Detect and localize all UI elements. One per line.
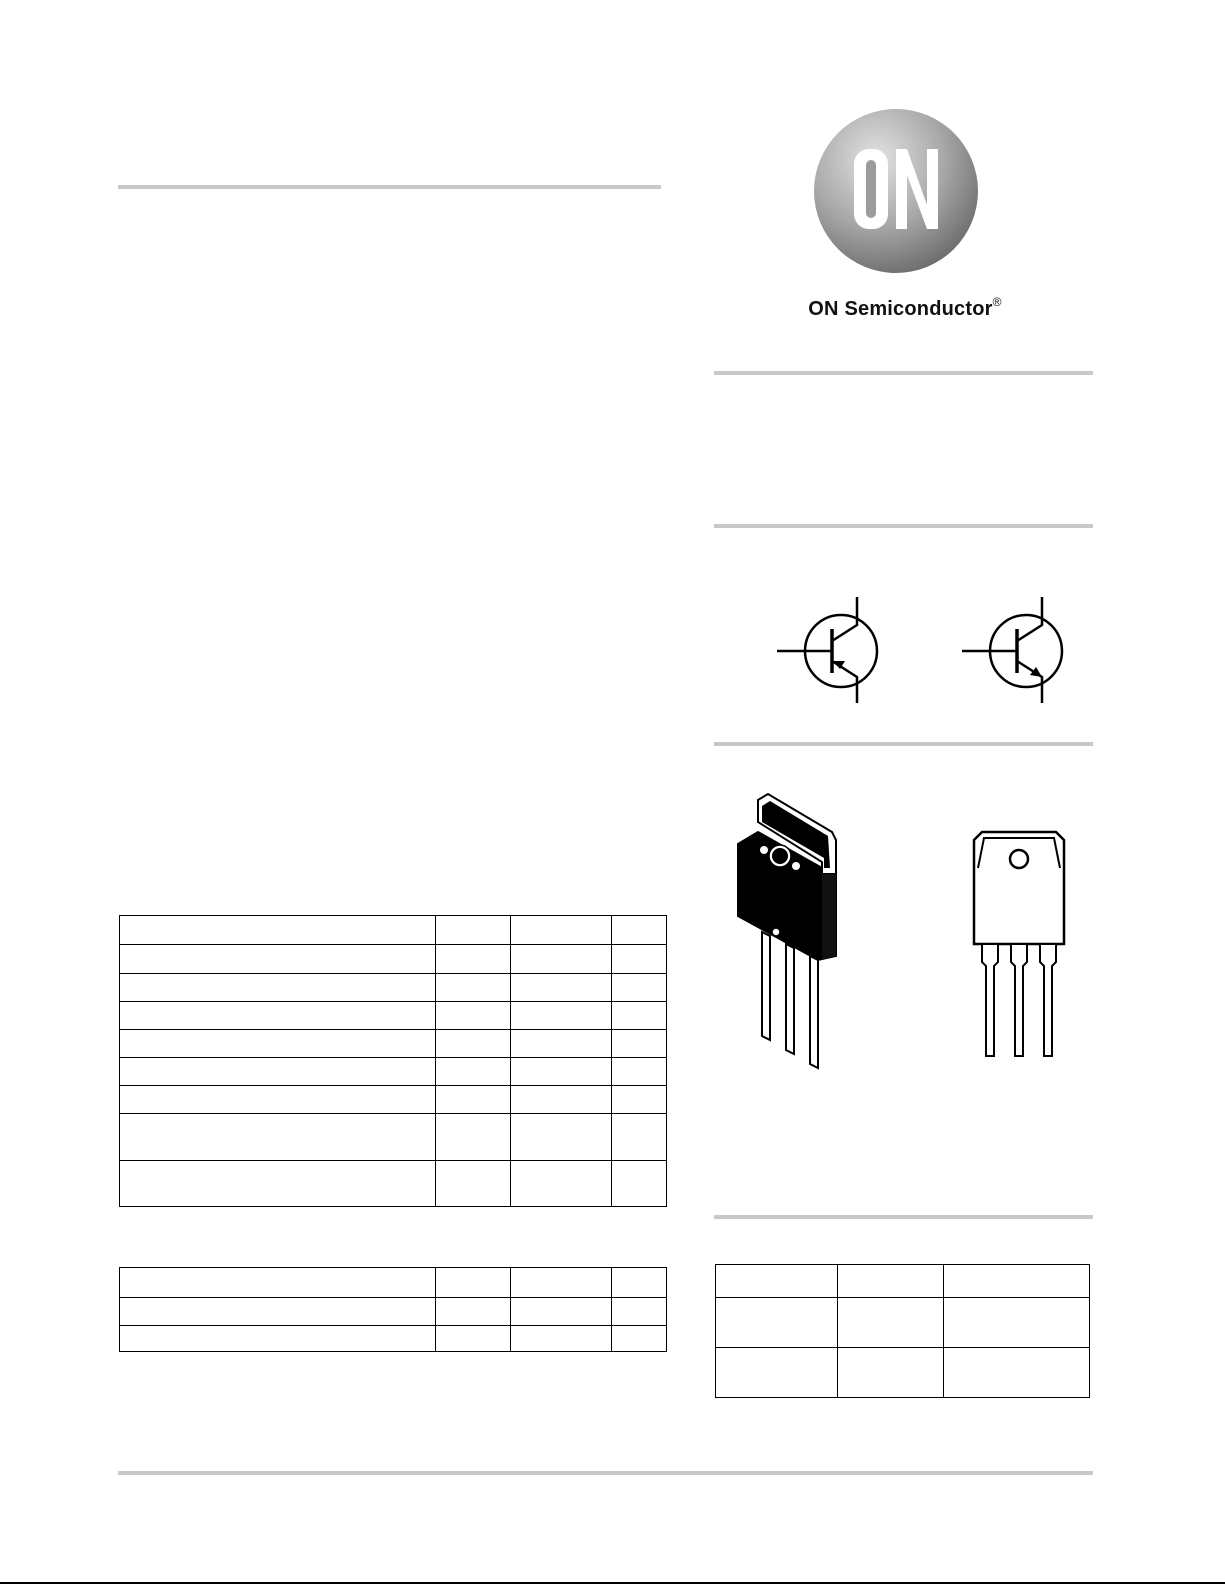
table-cell <box>612 1058 667 1086</box>
thermal-characteristics-table <box>119 1267 667 1352</box>
table-row <box>120 1298 667 1326</box>
table-cell <box>511 1002 612 1030</box>
table-cell <box>612 1030 667 1058</box>
table-row <box>120 1268 667 1298</box>
right-rule-3 <box>714 742 1093 746</box>
table-cell <box>436 1268 511 1298</box>
table-cell <box>436 1086 511 1114</box>
table-cell <box>120 1268 436 1298</box>
table-row <box>120 1002 667 1030</box>
ordering-information-table <box>715 1264 1090 1398</box>
table-row <box>120 1161 667 1207</box>
table-cell <box>120 1002 436 1030</box>
npn-transistor-symbol-right-icon <box>960 595 1070 705</box>
table-cell <box>944 1348 1090 1398</box>
table-cell <box>612 1002 667 1030</box>
maximum-ratings-table <box>119 915 667 1207</box>
right-rule-1 <box>714 371 1093 375</box>
table-cell <box>120 1326 436 1352</box>
on-semiconductor-logo-icon <box>770 105 1040 290</box>
table-row <box>120 1326 667 1352</box>
table-cell <box>511 1161 612 1207</box>
table-cell <box>511 1298 612 1326</box>
table-cell <box>716 1348 838 1398</box>
table-cell <box>837 1298 944 1348</box>
table-cell <box>511 1058 612 1086</box>
table-row <box>120 916 667 945</box>
table-cell <box>120 1058 436 1086</box>
table-cell <box>716 1265 838 1298</box>
table-cell <box>436 916 511 945</box>
table-cell <box>612 1326 667 1352</box>
table-cell <box>511 1086 612 1114</box>
table-cell <box>120 974 436 1002</box>
table-row <box>120 1058 667 1086</box>
table-cell <box>436 945 511 974</box>
table-cell <box>612 1086 667 1114</box>
table-cell <box>120 916 436 945</box>
table-cell <box>612 1161 667 1207</box>
registered-mark: ® <box>992 295 1002 309</box>
right-rule-2 <box>714 524 1093 528</box>
to-3p-package-3d-icon <box>730 792 850 1077</box>
footer-rule <box>118 1471 1093 1475</box>
table-cell <box>511 1114 612 1161</box>
table-row <box>120 1030 667 1058</box>
table-cell <box>436 1161 511 1207</box>
npn-transistor-symbol-left-icon <box>775 595 885 705</box>
table-cell <box>944 1298 1090 1348</box>
table-cell <box>716 1298 838 1348</box>
logo-block <box>770 105 1040 325</box>
table-cell <box>120 945 436 974</box>
table-cell <box>511 974 612 1002</box>
table-cell <box>436 1326 511 1352</box>
table-cell <box>511 916 612 945</box>
right-rule-4 <box>714 1215 1093 1219</box>
table-cell <box>436 1058 511 1086</box>
to-3p-package-front-icon <box>970 828 1070 1060</box>
table-cell <box>511 1268 612 1298</box>
table-cell <box>436 1298 511 1326</box>
table-cell <box>612 1298 667 1326</box>
table-cell <box>436 1002 511 1030</box>
table-row <box>716 1265 1090 1298</box>
page-bottom-edge <box>0 1582 1225 1584</box>
table-cell <box>436 1114 511 1161</box>
table-cell <box>511 1326 612 1352</box>
table-cell <box>837 1265 944 1298</box>
brand-name <box>770 295 1040 321</box>
table-cell <box>837 1348 944 1398</box>
table-cell <box>612 974 667 1002</box>
table-cell <box>436 974 511 1002</box>
table-cell <box>612 945 667 974</box>
table-row <box>716 1348 1090 1398</box>
table-cell <box>120 1161 436 1207</box>
table-row <box>120 974 667 1002</box>
table-cell <box>944 1265 1090 1298</box>
table-cell <box>612 1268 667 1298</box>
table-row <box>120 1086 667 1114</box>
table-cell <box>120 1030 436 1058</box>
brand-name-text: ON Semiconductor <box>808 298 993 320</box>
table-cell <box>120 1298 436 1326</box>
table-cell <box>436 1030 511 1058</box>
table-row <box>716 1298 1090 1348</box>
table-row <box>120 945 667 974</box>
table-cell <box>120 1114 436 1161</box>
table-cell <box>612 916 667 945</box>
table-cell <box>120 1086 436 1114</box>
table-row <box>120 1114 667 1161</box>
table-cell <box>511 1030 612 1058</box>
table-cell <box>612 1114 667 1161</box>
table-cell <box>511 945 612 974</box>
left-header-rule <box>118 185 661 189</box>
